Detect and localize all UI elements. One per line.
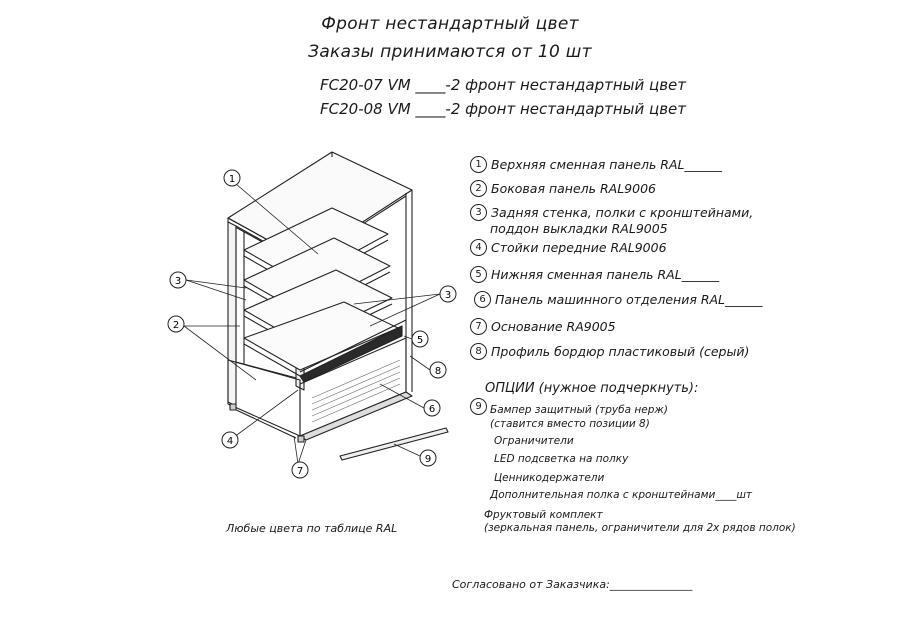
callout-4 [222,432,238,448]
foot-1 [298,436,304,442]
legend-item-3-line2: поддон выкладки RAL9005 [490,221,668,236]
svg-text:5: 5 [416,335,424,346]
legend-text: Основание RA9005 [491,319,616,334]
option-fruit-kit-note: (зеркальная панель, ограничители для 2х рядов полок) [484,522,796,534]
svg-text:1: 1 [228,174,236,185]
title-line-2: Заказы принимаются от 10 шт [308,42,592,62]
callout-3b [440,286,456,302]
legend-item-6 [474,291,763,308]
callout-5 [412,331,428,347]
svg-text:3: 3 [444,290,452,301]
legend-item-8 [470,343,749,360]
foot-2 [230,404,236,410]
legend-num: 5 [470,266,487,283]
option-extra-shelf: Дополнительная полка с кронштейнами____шт [490,489,753,501]
base [300,392,412,440]
callout-1 [224,170,240,186]
options-num [470,398,491,415]
svg-text:9: 9 [424,454,432,465]
svg-text:3: 3 [174,276,182,287]
legend-num: 1 [470,156,487,173]
side-panel-left [228,222,236,406]
legend-text: Панель машинного отделения RAL______ [495,292,763,307]
callout-2 [168,316,184,332]
option-bumper-note: (ставится вместо позиции 8) [490,418,650,430]
legend-text: Нижняя сменная панель RAL______ [491,267,720,282]
callout-3a [170,272,186,288]
svg-text:8: 8 [434,366,442,377]
legend-num: 8 [470,343,487,360]
svg-text:2: 2 [172,320,180,331]
legend-item-4 [470,239,667,256]
legend-item-7 [470,318,616,335]
legend-item-5 [470,266,719,283]
svg-text:4: 4 [226,436,234,447]
callout-9 [420,450,436,466]
legend-num: 7 [470,318,487,335]
legend-text: Верхняя сменная панель RAL______ [491,157,722,172]
approval-line: Согласовано от Заказчика:_______________ [452,578,693,591]
callout-8 [430,362,446,378]
legend-item-3 [470,204,753,221]
title-line-1: Фронт нестандартный цвет [321,14,579,34]
model-line-2: FC20-08 VM ____-2 фронт нестандартный цвет [320,100,687,118]
legend-num: 2 [470,180,487,197]
legend-num: 4 [470,239,487,256]
option-fruit-kit: Фруктовый комплект [484,509,603,521]
model-line-1: FC20-07 VM ____-2 фронт нестандартный цвет [320,76,687,94]
legend-item-2 [470,180,656,197]
svg-text:7: 7 [296,466,304,477]
legend-item-1 [470,156,722,173]
lower-panel-left [228,360,300,436]
option-limiters: Ограничители [494,435,574,447]
legend-num: 3 [470,204,487,221]
svg-text:6: 6 [428,404,436,415]
ral-note: Любые цвета по таблице RAL [226,522,398,535]
option-bumper: Бампер защитный (труба нерж) [490,404,668,416]
legend-text: Профиль бордюр пластиковый (серый) [491,344,750,359]
legend-num: 9 [470,398,487,415]
option-price-holders: Ценникодержатели [494,472,605,484]
legend-text: Задняя стенка, полки с кронштейнами, [491,205,754,220]
legend-text: Боковая панель RAL9006 [491,181,656,196]
callout-7 [292,462,308,478]
options-title: ОПЦИИ (нужное подчеркнуть): [485,381,699,396]
legend-num: 6 [474,291,491,308]
legend-text: Стойки передние RAL9006 [491,240,667,255]
callout-6 [424,400,440,416]
option-led: LED подсветка на полку [494,453,629,465]
